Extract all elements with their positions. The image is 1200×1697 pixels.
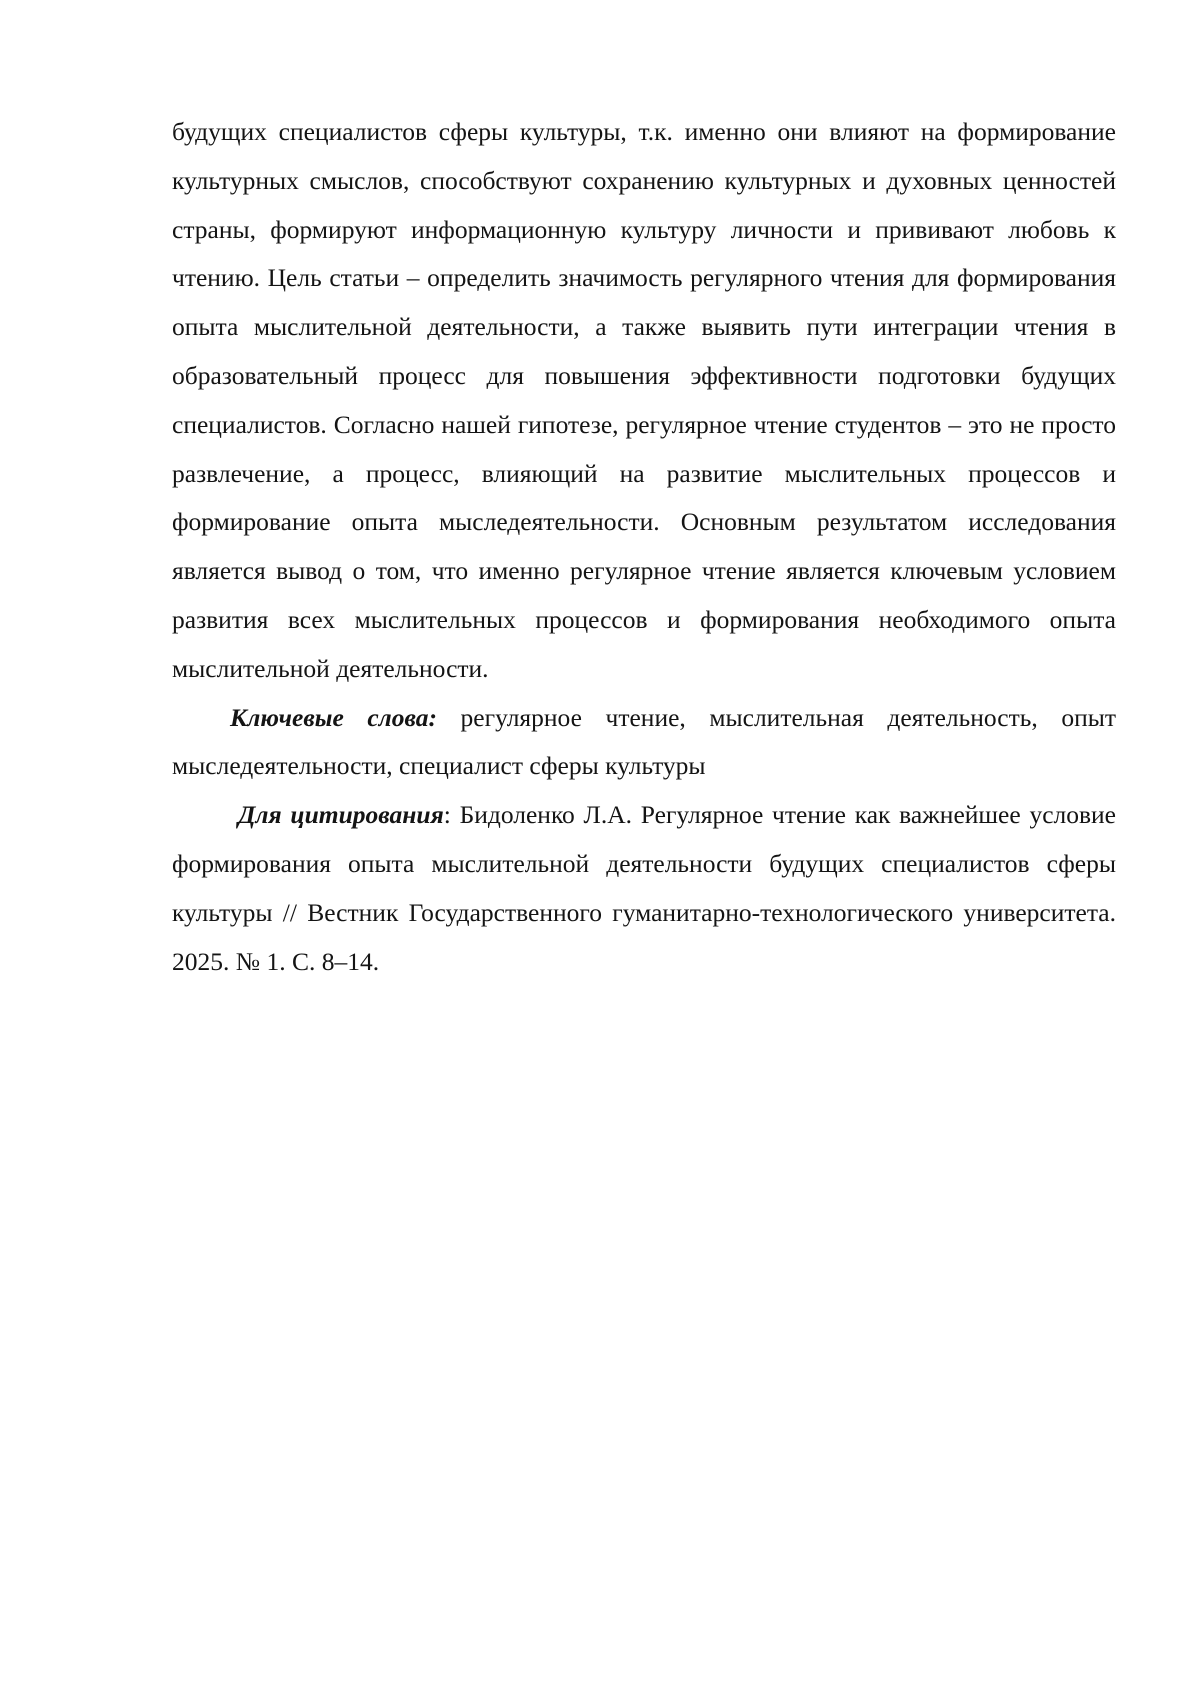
keywords-text: регулярное чтение, мыслительная деятельность, опыт мыследеятельности, специалист сферы культуры (172, 702, 1116, 781)
abstract-paragraph: будущих специалистов сферы культуры, т.к. именно они влияют на формирование культурных смыслов, способствуют сохранению культурных и духовных ценностей страны, формируют информационную культуру личности и прививают любовь к чтению. Цель статьи – определить значимость регулярного чтения для формирования опыта мыслительной деятельности, а также выявить пути интеграции чтения в образовательный процесс для повышения эффективности подготовки будущих специалистов. Согласно нашей гипотезе, регулярное чтение студентов – это не просто развлечение, а процесс, влияющий на развитие мыслительных процессов и формирование опыта мыследеятельности. Основным результатом исследования является вывод о том, что именно регулярное чтение является ключевым условием развития всех мыслительных процессов и формирования необходимого опыта мыслительной деятельности. (172, 117, 1116, 683)
citation-text: : Бидоленко Л.А. Регулярное чтение как важнейшее условие формирования опыта мыслительной деятельности будущих специалистов сферы культуры // Вестник Государственного гуманитарно-технологического университета. 2025. № 1. С. 8–14. (172, 800, 1116, 976)
keywords-paragraph (172, 694, 1116, 792)
keywords-label: Ключевые слова: (230, 702, 437, 732)
citation-paragraph (172, 791, 1116, 986)
citation-label: Для цитирования (238, 800, 444, 830)
document-body (172, 108, 1116, 986)
